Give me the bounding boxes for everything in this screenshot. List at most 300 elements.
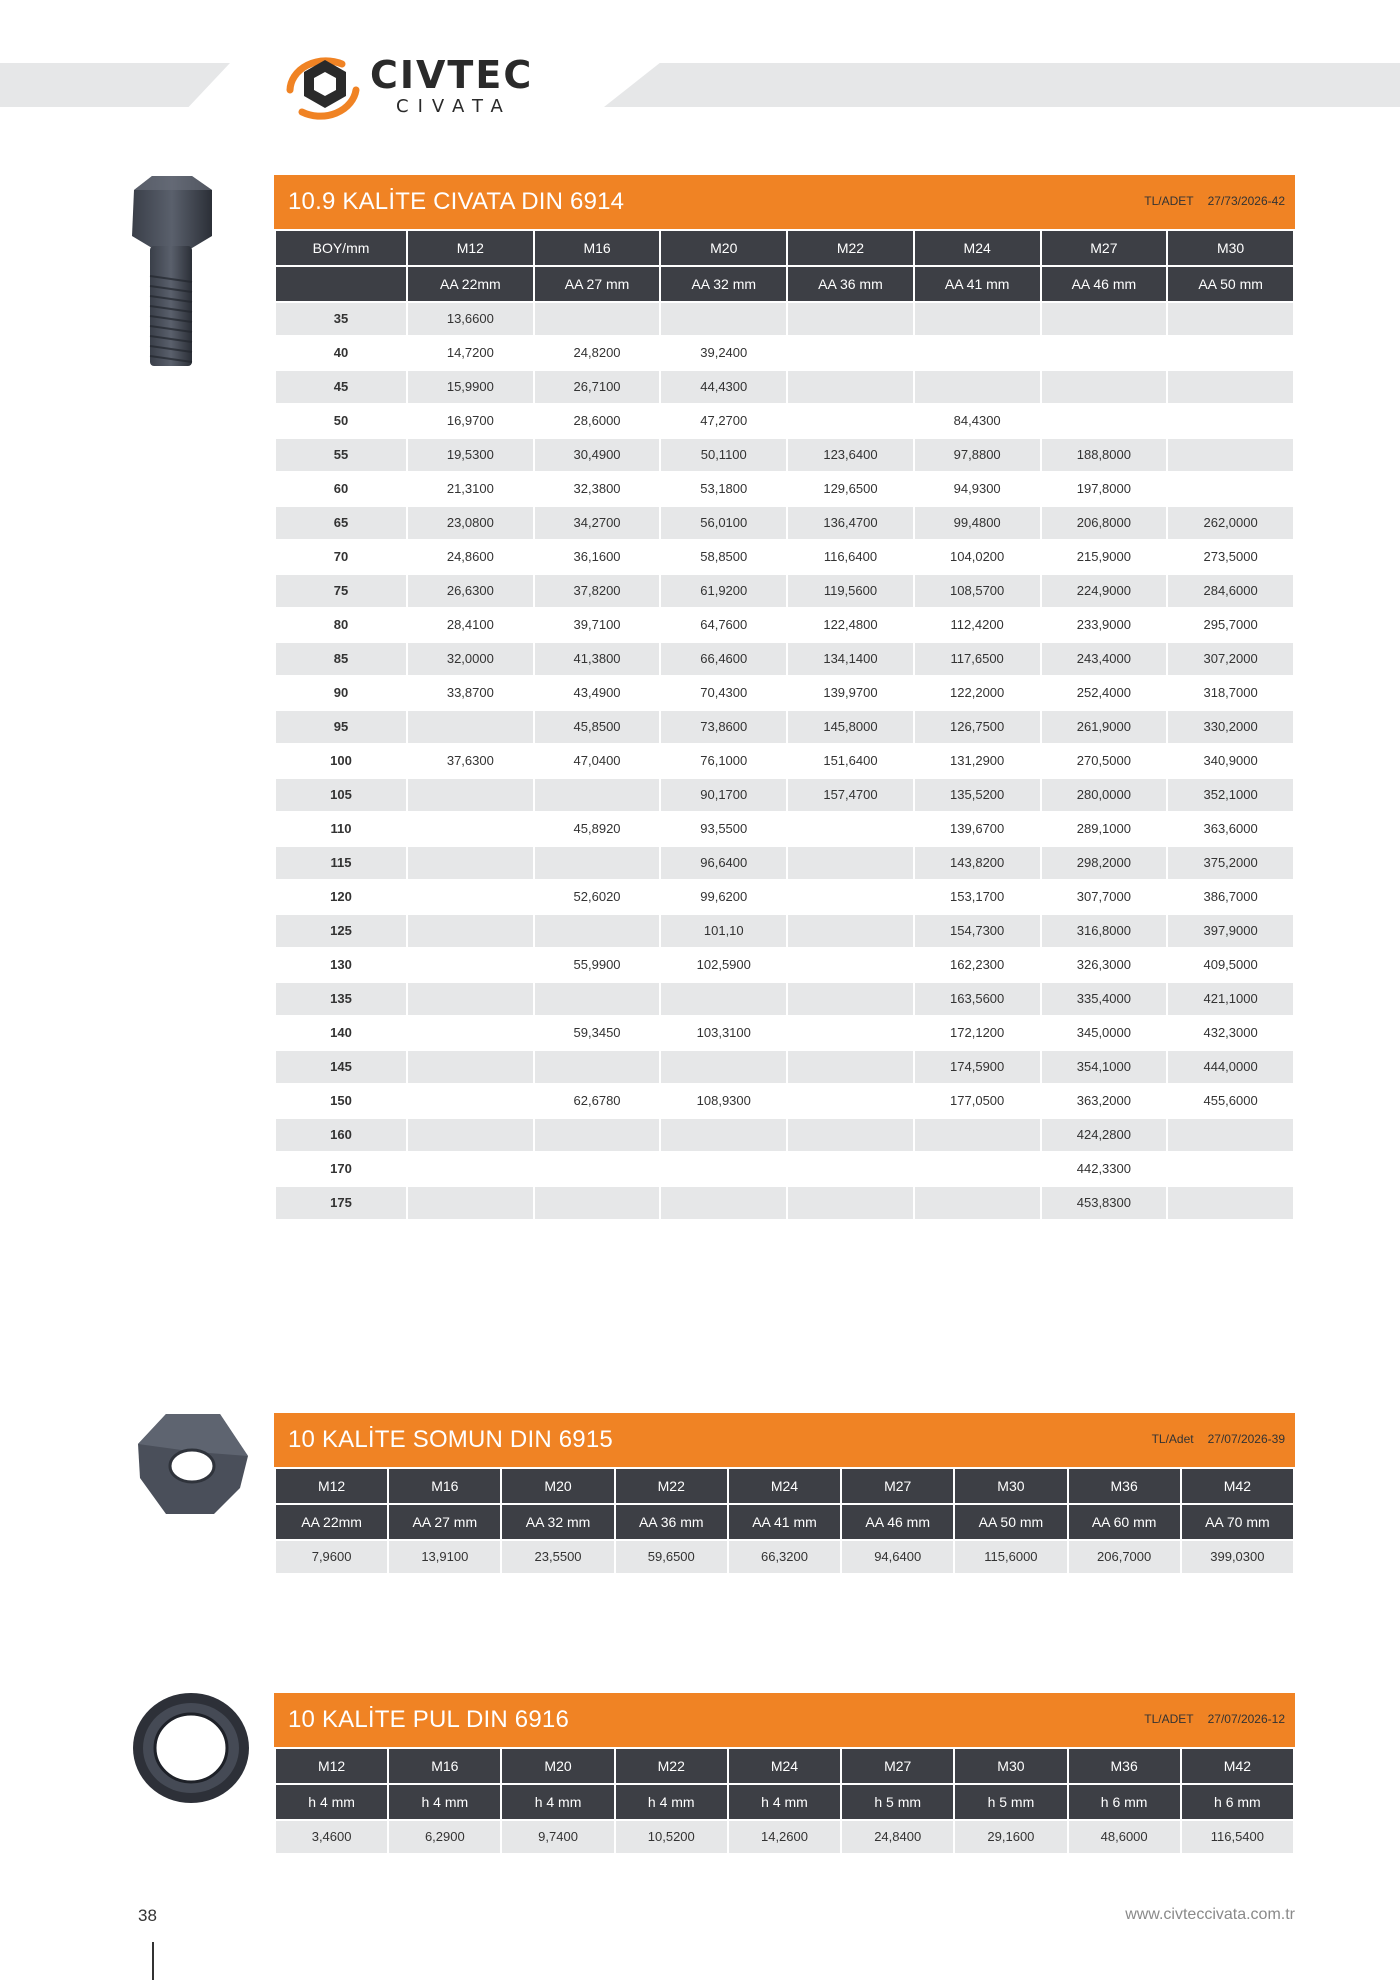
- price-cell: 96,6400: [661, 847, 786, 879]
- price-cell: 73,8600: [661, 711, 786, 743]
- table-row: [276, 745, 1293, 777]
- price-cell: [661, 303, 786, 335]
- price-cell: 29,1600: [955, 1821, 1066, 1853]
- table-row: [276, 915, 1293, 947]
- price-cell: 84,4300: [915, 405, 1040, 437]
- length-cell: 110: [276, 813, 406, 845]
- price-cell: 136,4700: [788, 507, 913, 539]
- table-row: [276, 847, 1293, 879]
- price-cell: [788, 1017, 913, 1049]
- price-cell: 48,6000: [1069, 1821, 1180, 1853]
- price-cell: 30,4900: [535, 439, 660, 471]
- price-cell: [1168, 473, 1293, 505]
- price-cell: 409,5000: [1168, 949, 1293, 981]
- column-subheader: h 4 mm: [389, 1785, 500, 1819]
- price-cell: 131,2900: [915, 745, 1040, 777]
- price-cell: 44,4300: [661, 371, 786, 403]
- price-cell: 233,9000: [1042, 609, 1167, 641]
- price-cell: 318,7000: [1168, 677, 1293, 709]
- length-cell: 175: [276, 1187, 406, 1219]
- price-cell: [915, 303, 1040, 335]
- price-cell: 174,5900: [915, 1051, 1040, 1083]
- washer-section-title: 10 KALİTE PUL DIN 6916: [288, 1706, 569, 1733]
- price-cell: [788, 303, 913, 335]
- price-cell: 363,6000: [1168, 813, 1293, 845]
- price-cell: 289,1000: [1042, 813, 1167, 845]
- price-cell: [1168, 1153, 1293, 1185]
- price-cell: 14,7200: [408, 337, 533, 369]
- price-cell: [788, 1153, 913, 1185]
- page-number-rule: [152, 1942, 154, 1980]
- column-header: M22: [616, 1469, 727, 1503]
- table-row: [276, 303, 1293, 335]
- price-cell: 134,1400: [788, 643, 913, 675]
- column-subheader: AA 50 mm: [1168, 267, 1293, 301]
- price-cell: [915, 1153, 1040, 1185]
- price-cell: 99,6200: [661, 881, 786, 913]
- price-cell: 26,7100: [535, 371, 660, 403]
- price-cell: 45,8920: [535, 813, 660, 845]
- column-subheader: h 6 mm: [1182, 1785, 1293, 1819]
- column-subheader: h 4 mm: [616, 1785, 727, 1819]
- website-link[interactable]: www.civteccivata.com.tr: [1125, 1906, 1295, 1923]
- price-cell: 143,8200: [915, 847, 1040, 879]
- price-cell: 26,6300: [408, 575, 533, 607]
- column-header: M22: [616, 1749, 727, 1783]
- price-cell: [661, 1153, 786, 1185]
- column-header: M12: [408, 231, 533, 265]
- price-cell: [788, 881, 913, 913]
- column-subheader: h 6 mm: [1069, 1785, 1180, 1819]
- nut-price-table: [274, 1467, 1295, 1575]
- price-cell: 119,5600: [788, 575, 913, 607]
- table-row: [276, 337, 1293, 369]
- price-cell: 421,1000: [1168, 983, 1293, 1015]
- bolt-section-title: 10.9 KALİTE CIVATA DIN 6914: [288, 188, 625, 215]
- price-cell: 115,6000: [955, 1541, 1066, 1573]
- price-cell: 66,4600: [661, 643, 786, 675]
- price-cell: [535, 779, 660, 811]
- table-header-row: [276, 231, 1293, 265]
- price-cell: 28,4100: [408, 609, 533, 641]
- price-cell: [535, 983, 660, 1015]
- column-subheader: AA 46 mm: [1042, 267, 1167, 301]
- price-cell: 270,5000: [1042, 745, 1167, 777]
- price-cell: 363,2000: [1042, 1085, 1167, 1117]
- column-subheader: AA 22mm: [276, 1505, 387, 1539]
- price-cell: [1168, 303, 1293, 335]
- price-cell: 55,9900: [535, 949, 660, 981]
- length-cell: 45: [276, 371, 406, 403]
- bolt-section-header: [274, 175, 1295, 229]
- price-cell: 61,9200: [661, 575, 786, 607]
- price-cell: 94,9300: [915, 473, 1040, 505]
- price-cell: 3,4600: [276, 1821, 387, 1853]
- price-cell: 62,6780: [535, 1085, 660, 1117]
- price-cell: [1168, 1187, 1293, 1219]
- price-cell: 307,2000: [1168, 643, 1293, 675]
- price-cell: [408, 881, 533, 913]
- price-cell: [408, 1187, 533, 1219]
- column-subheader: AA 46 mm: [842, 1505, 953, 1539]
- length-cell: 170: [276, 1153, 406, 1185]
- price-cell: [535, 847, 660, 879]
- length-cell: 135: [276, 983, 406, 1015]
- bolt-price-section: [274, 175, 1295, 1221]
- column-header: M42: [1182, 1469, 1293, 1503]
- price-cell: 101,10: [661, 915, 786, 947]
- price-cell: [1168, 405, 1293, 437]
- table-row: [276, 507, 1293, 539]
- column-header: M20: [502, 1469, 613, 1503]
- column-header: M30: [1168, 231, 1293, 265]
- length-cell: 145: [276, 1051, 406, 1083]
- length-cell: 160: [276, 1119, 406, 1151]
- table-subheader-row: [276, 1785, 1293, 1819]
- price-cell: [788, 915, 913, 947]
- column-header: M30: [955, 1749, 1066, 1783]
- column-header: M16: [535, 231, 660, 265]
- column-header: M27: [1042, 231, 1167, 265]
- column-header: BOY/mm: [276, 231, 406, 265]
- hex-bolt-logo-icon: [282, 50, 368, 124]
- price-cell: [408, 949, 533, 981]
- length-cell: 85: [276, 643, 406, 675]
- price-cell: [1042, 405, 1167, 437]
- price-cell: 197,8000: [1042, 473, 1167, 505]
- price-cell: 32,0000: [408, 643, 533, 675]
- table-row: [276, 1085, 1293, 1117]
- price-cell: 59,3450: [535, 1017, 660, 1049]
- column-header: M24: [729, 1469, 840, 1503]
- price-cell: 330,2000: [1168, 711, 1293, 743]
- price-cell: 354,1000: [1042, 1051, 1167, 1083]
- bolt-image: [128, 176, 214, 370]
- table-row: [276, 881, 1293, 913]
- price-cell: 116,6400: [788, 541, 913, 573]
- column-subheader: [276, 267, 406, 301]
- length-cell: 35: [276, 303, 406, 335]
- nut-price-section: [274, 1413, 1295, 1575]
- table-row: [276, 473, 1293, 505]
- price-cell: 273,5000: [1168, 541, 1293, 573]
- column-subheader: AA 41 mm: [915, 267, 1040, 301]
- washer-unit: TL/ADET: [1144, 1712, 1194, 1726]
- length-cell: 115: [276, 847, 406, 879]
- table-row: [276, 1187, 1293, 1219]
- brand-subtitle: CIVATA: [396, 96, 512, 117]
- length-cell: 55: [276, 439, 406, 471]
- price-cell: 6,2900: [389, 1821, 500, 1853]
- column-subheader: AA 32 mm: [502, 1505, 613, 1539]
- column-header: M36: [1069, 1749, 1180, 1783]
- price-cell: 16,9700: [408, 405, 533, 437]
- price-cell: 224,9000: [1042, 575, 1167, 607]
- price-cell: [1168, 337, 1293, 369]
- price-cell: [408, 711, 533, 743]
- price-cell: [788, 813, 913, 845]
- length-cell: 130: [276, 949, 406, 981]
- price-cell: 23,0800: [408, 507, 533, 539]
- price-cell: 37,8200: [535, 575, 660, 607]
- price-cell: 252,4000: [1042, 677, 1167, 709]
- table-subheader-row: [276, 1505, 1293, 1539]
- table-row: [276, 983, 1293, 1015]
- table-row: [276, 1821, 1293, 1853]
- price-cell: [1168, 371, 1293, 403]
- price-cell: 45,8500: [535, 711, 660, 743]
- column-subheader: AA 27 mm: [535, 267, 660, 301]
- price-cell: 335,4000: [1042, 983, 1167, 1015]
- price-cell: [788, 337, 913, 369]
- washer-price-table: [274, 1747, 1295, 1855]
- price-cell: 66,3200: [729, 1541, 840, 1573]
- price-cell: 432,3000: [1168, 1017, 1293, 1049]
- column-header: M36: [1069, 1469, 1180, 1503]
- price-cell: [408, 983, 533, 1015]
- price-cell: 163,5600: [915, 983, 1040, 1015]
- column-subheader: AA 36 mm: [616, 1505, 727, 1539]
- price-cell: 50,1100: [661, 439, 786, 471]
- column-header: M12: [276, 1469, 387, 1503]
- price-cell: [535, 1153, 660, 1185]
- length-cell: 125: [276, 915, 406, 947]
- nut-unit: TL/Adet: [1151, 1432, 1194, 1446]
- bolt-price-code: [1130, 193, 1285, 209]
- price-cell: 151,6400: [788, 745, 913, 777]
- price-cell: [788, 847, 913, 879]
- column-header: M20: [661, 231, 786, 265]
- price-cell: 39,7100: [535, 609, 660, 641]
- price-cell: [408, 1085, 533, 1117]
- price-cell: [788, 1187, 913, 1219]
- length-cell: 70: [276, 541, 406, 573]
- price-cell: [788, 405, 913, 437]
- price-cell: 99,4800: [915, 507, 1040, 539]
- column-header: M22: [788, 231, 913, 265]
- price-cell: 135,5200: [915, 779, 1040, 811]
- column-subheader: h 5 mm: [842, 1785, 953, 1819]
- price-cell: 399,0300: [1182, 1541, 1293, 1573]
- length-cell: 80: [276, 609, 406, 641]
- price-cell: 206,7000: [1069, 1541, 1180, 1573]
- price-cell: 280,0000: [1042, 779, 1167, 811]
- price-cell: 32,3800: [535, 473, 660, 505]
- price-cell: 424,2800: [1042, 1119, 1167, 1151]
- nut-code: 27/07/2026-39: [1207, 1432, 1285, 1446]
- price-cell: 295,7000: [1168, 609, 1293, 641]
- price-cell: 145,8000: [788, 711, 913, 743]
- price-cell: 123,6400: [788, 439, 913, 471]
- table-row: [276, 1153, 1293, 1185]
- brand-logo: [282, 50, 562, 124]
- table-row: [276, 1119, 1293, 1151]
- table-subheader-row: [276, 267, 1293, 301]
- price-cell: 52,6020: [535, 881, 660, 913]
- price-cell: 59,6500: [616, 1541, 727, 1573]
- price-cell: 112,4200: [915, 609, 1040, 641]
- column-header: M20: [502, 1749, 613, 1783]
- price-cell: 103,3100: [661, 1017, 786, 1049]
- price-cell: 284,6000: [1168, 575, 1293, 607]
- length-cell: 150: [276, 1085, 406, 1117]
- price-cell: [535, 915, 660, 947]
- price-cell: 108,5700: [915, 575, 1040, 607]
- length-cell: 105: [276, 779, 406, 811]
- price-cell: [535, 1119, 660, 1151]
- column-subheader: AA 32 mm: [661, 267, 786, 301]
- price-cell: 157,4700: [788, 779, 913, 811]
- price-cell: [788, 371, 913, 403]
- price-cell: 122,4800: [788, 609, 913, 641]
- price-cell: 340,9000: [1168, 745, 1293, 777]
- price-cell: 28,6000: [535, 405, 660, 437]
- price-cell: 90,1700: [661, 779, 786, 811]
- nut-price-code: [1138, 1431, 1285, 1447]
- table-row: [276, 779, 1293, 811]
- price-cell: [915, 371, 1040, 403]
- price-cell: [788, 1085, 913, 1117]
- price-cell: 24,8400: [842, 1821, 953, 1853]
- length-cell: 60: [276, 473, 406, 505]
- washer-image: [130, 1690, 252, 1806]
- length-cell: 75: [276, 575, 406, 607]
- price-cell: 129,6500: [788, 473, 913, 505]
- price-cell: 104,0200: [915, 541, 1040, 573]
- price-cell: [408, 813, 533, 845]
- price-cell: 37,6300: [408, 745, 533, 777]
- table-row: [276, 643, 1293, 675]
- price-cell: [1042, 337, 1167, 369]
- header-band-right: [604, 63, 1400, 107]
- price-cell: 126,7500: [915, 711, 1040, 743]
- price-cell: 172,1200: [915, 1017, 1040, 1049]
- price-cell: 10,5200: [616, 1821, 727, 1853]
- price-cell: 139,6700: [915, 813, 1040, 845]
- column-header: M16: [389, 1749, 500, 1783]
- price-cell: 243,4000: [1042, 643, 1167, 675]
- price-cell: 215,9000: [1042, 541, 1167, 573]
- nut-image: [136, 1412, 250, 1516]
- length-cell: 100: [276, 745, 406, 777]
- price-cell: 345,0000: [1042, 1017, 1167, 1049]
- price-cell: [408, 1017, 533, 1049]
- price-cell: 122,2000: [915, 677, 1040, 709]
- price-cell: 206,8000: [1042, 507, 1167, 539]
- price-cell: 70,4300: [661, 677, 786, 709]
- price-cell: 56,0100: [661, 507, 786, 539]
- table-row: [276, 609, 1293, 641]
- bolt-unit: TL/ADET: [1144, 194, 1194, 208]
- column-subheader: h 4 mm: [276, 1785, 387, 1819]
- price-cell: 58,8500: [661, 541, 786, 573]
- price-cell: [408, 779, 533, 811]
- price-cell: 298,2000: [1042, 847, 1167, 879]
- price-cell: 455,6000: [1168, 1085, 1293, 1117]
- column-subheader: AA 27 mm: [389, 1505, 500, 1539]
- price-cell: [661, 983, 786, 1015]
- price-cell: 14,2600: [729, 1821, 840, 1853]
- price-cell: 117,6500: [915, 643, 1040, 675]
- column-subheader: AA 22mm: [408, 267, 533, 301]
- length-cell: 95: [276, 711, 406, 743]
- price-cell: 352,1000: [1168, 779, 1293, 811]
- price-cell: 307,7000: [1042, 881, 1167, 913]
- table-row: [276, 813, 1293, 845]
- table-row: [276, 439, 1293, 471]
- price-cell: 444,0000: [1168, 1051, 1293, 1083]
- column-header: M12: [276, 1749, 387, 1783]
- washer-price-code: [1130, 1711, 1285, 1727]
- table-row: [276, 949, 1293, 981]
- table-row: [276, 677, 1293, 709]
- column-header: M16: [389, 1469, 500, 1503]
- price-cell: [408, 1153, 533, 1185]
- price-cell: 397,9000: [1168, 915, 1293, 947]
- price-cell: [915, 337, 1040, 369]
- price-cell: 34,2700: [535, 507, 660, 539]
- length-cell: 50: [276, 405, 406, 437]
- column-header: M27: [842, 1749, 953, 1783]
- header-band-left: [0, 63, 230, 107]
- price-cell: 76,1000: [661, 745, 786, 777]
- column-subheader: h 4 mm: [502, 1785, 613, 1819]
- column-subheader: AA 70 mm: [1182, 1505, 1293, 1539]
- table-row: [276, 371, 1293, 403]
- bolt-code: 27/73/2026-42: [1207, 194, 1285, 208]
- nut-section-title: 10 KALİTE SOMUN DIN 6915: [288, 1426, 613, 1453]
- price-cell: [661, 1051, 786, 1083]
- price-cell: [661, 1187, 786, 1219]
- price-cell: 188,8000: [1042, 439, 1167, 471]
- price-cell: 21,3100: [408, 473, 533, 505]
- length-cell: 40: [276, 337, 406, 369]
- table-row: [276, 1541, 1293, 1573]
- column-header: M42: [1182, 1749, 1293, 1783]
- price-cell: [535, 303, 660, 335]
- column-subheader: AA 36 mm: [788, 267, 913, 301]
- price-cell: 13,6600: [408, 303, 533, 335]
- washer-code: 27/07/2026-12: [1207, 1712, 1285, 1726]
- price-cell: 47,2700: [661, 405, 786, 437]
- price-cell: 97,8800: [915, 439, 1040, 471]
- price-cell: 43,4900: [535, 677, 660, 709]
- length-cell: 65: [276, 507, 406, 539]
- column-subheader: h 4 mm: [729, 1785, 840, 1819]
- price-cell: [535, 1051, 660, 1083]
- price-cell: [915, 1187, 1040, 1219]
- price-cell: 47,0400: [535, 745, 660, 777]
- price-cell: 139,9700: [788, 677, 913, 709]
- washer-section-header: [274, 1693, 1295, 1747]
- column-subheader: h 5 mm: [955, 1785, 1066, 1819]
- price-cell: [408, 847, 533, 879]
- price-cell: 261,9000: [1042, 711, 1167, 743]
- price-cell: 33,8700: [408, 677, 533, 709]
- price-cell: [788, 983, 913, 1015]
- column-subheader: AA 41 mm: [729, 1505, 840, 1539]
- price-cell: 375,2000: [1168, 847, 1293, 879]
- price-cell: 453,8300: [1042, 1187, 1167, 1219]
- price-cell: 23,5500: [502, 1541, 613, 1573]
- price-cell: 108,9300: [661, 1085, 786, 1117]
- price-cell: 9,7400: [502, 1821, 613, 1853]
- price-cell: 262,0000: [1168, 507, 1293, 539]
- price-cell: 153,1700: [915, 881, 1040, 913]
- price-cell: [408, 915, 533, 947]
- price-cell: [408, 1051, 533, 1083]
- bolt-price-table: [274, 229, 1295, 1221]
